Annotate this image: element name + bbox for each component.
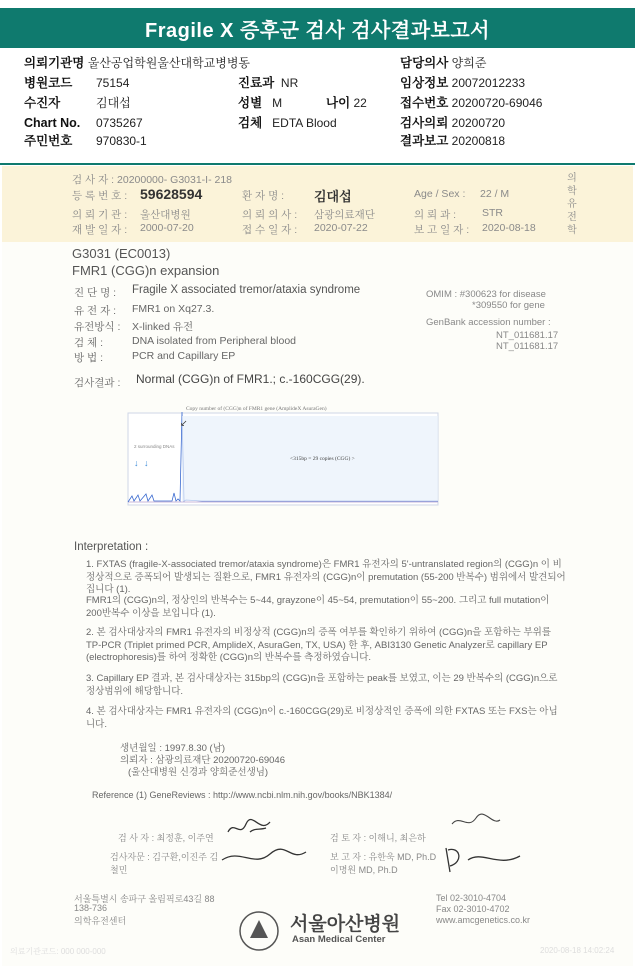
reference-line: Reference (1) GeneReviews : http://www.ncbi.nlm.nih.gov/books/NBK1384/ [92, 790, 393, 800]
age-label: 나이 [326, 96, 351, 110]
down-arrow-icon-2: ↓ [144, 458, 149, 468]
mode-label: 유전방식 : [74, 321, 121, 333]
code-value: 75154 [96, 76, 130, 90]
doc-doctor-label: 의 뢰 의 사 : [242, 209, 298, 221]
specimen-value: EDTA Blood [272, 116, 337, 130]
recv-value: 2020-07-22 [314, 222, 368, 234]
dx-label: 진 단 명 : [74, 287, 117, 299]
chart-left-note: <315bp = 29 copies (CGG) > [290, 456, 355, 462]
ref-label: 의 뢰 과 : [414, 209, 457, 221]
address-1: 서울특별시 송파구 올림픽로43길 88 [74, 894, 215, 904]
interp-paragraph-3: 3. Capillary EP 결과, 본 검사대상자는 315bp의 (CGG)n을 포함하는 peak를 보였고, 이는 29 반복수의 (CGG)n으로 정상범위에 해당합니다. [86, 673, 558, 697]
inst-value: 울산대병원 [140, 209, 191, 221]
address-3: 의학유전센터 [74, 916, 127, 926]
hospital-value: 울산공업학원울산대학교병병동 [87, 56, 251, 70]
interp-paragraph-1b: FMR1의 (CGG)n의, 정상인의 반복수는 5~44, grayzone이 45~54, premutation이 55~200. 그리고 full mutation이 200반복수 이상을 보입니다 (1). [86, 595, 550, 619]
ssn-label: 주민번호 [24, 134, 73, 148]
specimen-label: 검체 [238, 116, 263, 130]
electropherogram-chart [122, 398, 440, 516]
patient-value: 김대섭 [96, 96, 131, 110]
mode-value: X-linked 유전 [132, 321, 194, 333]
request-label: 검사의뢰 [400, 116, 449, 130]
age-value: 22 [353, 96, 367, 110]
chart-title: Copy number of (CGG)n of FMR1 gene (AmplideX AsuraGen) [186, 406, 327, 412]
omim-line1: OMIM : #300623 for disease [426, 289, 546, 300]
doc-patient-label: 환 자 명 : [242, 190, 285, 202]
report-date-value: 20200818 [451, 134, 506, 148]
signer-2: 검사자문 : 김구환,이진주 김철민 [110, 852, 219, 875]
method-value: PCR and Capillary EP [132, 350, 236, 362]
receipt-label: 접수번호 [400, 96, 449, 110]
logo-korean: 서울아산병원 [290, 914, 401, 935]
peak-arrow-icon: ↙ [180, 418, 188, 428]
test-code: G3031 (EC0013) [72, 246, 171, 261]
test-name: FMR1 (CGG)n expansion [72, 263, 220, 278]
agesex-label: Age / Sex : [414, 188, 466, 200]
doctor-value: 양희준 [451, 56, 487, 70]
tel: Tel 02-3010-4704 [436, 893, 507, 903]
interpretation-heading: Interpretation : [74, 541, 149, 553]
footer-left: 의료기관코드: 000 000-000 [10, 947, 106, 956]
result-value: Normal (CGG)n of FMR1.; c.-160CGG(29). [136, 372, 365, 386]
client-line-2: (울산대병원 신경과 양희준선생님) [128, 767, 269, 778]
doc-doctor-value: 삼광의료재단 [314, 209, 375, 221]
nt-accession-2: NT_011681.17 [496, 341, 559, 352]
doctor-label: 담당의사 [400, 56, 449, 70]
method-label: 방 법 : [74, 352, 104, 364]
chart-no-label: Chart No. [24, 116, 81, 130]
spec-label: 검 체 : [74, 337, 104, 349]
agesex-value: 22 / M [480, 188, 510, 200]
logo-english: Asan Medical Center [292, 934, 386, 945]
spec-value: DNA isolated from Peripheral blood [132, 335, 297, 347]
address-2: 138-736 [74, 903, 108, 913]
inst-label: 의 뢰 기 관 : [72, 209, 128, 221]
patient-info-block [0, 52, 635, 160]
recv-label: 접 수 일 자 : [242, 224, 298, 236]
signer-3: 검 토 자 : 이해니, 최은하 [330, 833, 426, 843]
interp-paragraph-2: 2. 본 검사대상자의 FMR1 유전자의 비정상적 (CGG)n의 증폭 여부를 확인하기 위하여 (CGG)n을 포함하는 부위를 TP-PCR (Triplet primed PCR, AmplideX, AsuraGen, TX, USA) 한 후, ABI3130 Genetic Analyzer로 capillary EP (electrophoresis)를 하여 정확한 (CGG)n의 반복수를 측정하였습니다. [86, 627, 551, 663]
patient-label: 수진자 [24, 96, 61, 110]
footer-right: 2020-08-18 14:02:24 [540, 946, 615, 955]
interp-paragraph-4: 4. 본 검사대상자는 FMR1 유전자의 (CGG)n이 c.-160CGG(29)로 비정상적인 증폭에 의한 FXTAS 또는 FXS는 아닙니다. [86, 706, 558, 730]
request-value: 20200720 [451, 116, 506, 130]
clinical-label: 임상정보 [400, 76, 449, 90]
omim-line2: *309550 for gene [472, 300, 545, 311]
signer-1: 검 사 자 : 최정훈, 이주연 [118, 833, 214, 843]
sex-value: M [272, 96, 283, 110]
signature-2 [222, 849, 306, 860]
ssn-value: 970830-1 [96, 134, 147, 148]
reg-label: 등 록 번 호 : [72, 190, 128, 202]
genbank-label: GenBank accession number : [426, 317, 551, 328]
report-date-label: 결과보고 [400, 134, 449, 148]
chart-left-label: 2 surrounding DNAs [134, 444, 175, 449]
sex-label: 성별 [238, 96, 263, 110]
signature-3 [452, 814, 500, 824]
down-arrow-icon-1: ↓ [134, 458, 139, 468]
client-line: 의뢰자 : 삼광의료재단 20200720-69046 [120, 755, 285, 766]
side-label: 의학유전학 [567, 173, 577, 236]
report-title: Fragile X 증후군 검사 검사결과보고서 [0, 8, 635, 48]
fax: Fax 02-3010-4702 [436, 904, 510, 914]
rep-label: 보 고 일 자 : [414, 224, 470, 236]
result-label: 검사결과 : [74, 377, 121, 389]
ref-value: STR [482, 207, 503, 219]
signature-1 [228, 819, 270, 832]
interp-paragraph-1: 1. FXTAS (fragile-X-associated tremor/ataxia syndrome)은 FMR1 유전자의 5'-untranslated region의 (CGG)n 이 비정상적으로 증폭되어 발생되는 질환으로, FMR1 유전자의 (CGG)n이 premutation (55-200 반복수) 범위에서 발견되어집니다 (1). [86, 559, 566, 595]
gene-value: FMR1 on Xq27.3. [132, 303, 215, 315]
dept-value: NR [280, 76, 299, 90]
dx-value: Fragile X associated tremor/ataxia syndrome [132, 284, 361, 296]
chart-no-value: 0735267 [96, 116, 143, 130]
dept-label: 진료과 [238, 76, 275, 90]
receipt-value: 20200720-69046 [451, 96, 543, 110]
code-label: 병원코드 [24, 76, 73, 90]
clinical-value: 20072012233 [451, 76, 526, 90]
rep-value: 2020-08-18 [482, 222, 536, 234]
signature-images [210, 810, 540, 880]
website: www.amcgenetics.co.kr [436, 915, 531, 925]
header-divider [0, 163, 635, 165]
nt-accession-1: NT_011681.17 [496, 330, 559, 341]
gene-label: 유 전 자 : [74, 305, 117, 317]
birth-date: 생년월일 : 1997.8.30 (남) [120, 743, 226, 754]
reexam-label: 재 발 일 자 : [72, 224, 128, 236]
signer-4: 보 고 자 : 유한욱 MD, Ph.D 이명원 MD, Ph.D [330, 852, 437, 875]
reg-value: 59628594 [140, 186, 203, 202]
asan-logo-icon [238, 910, 280, 952]
doc-line1: 검 사 자 : 20200000- G3031-I- 218 [72, 174, 233, 186]
reexam-value: 2000-07-20 [140, 222, 194, 234]
signature-4 [446, 848, 520, 872]
doc-patient-value: 김대섭 [314, 189, 352, 204]
hospital-label: 의뢰기관명 [24, 56, 85, 70]
